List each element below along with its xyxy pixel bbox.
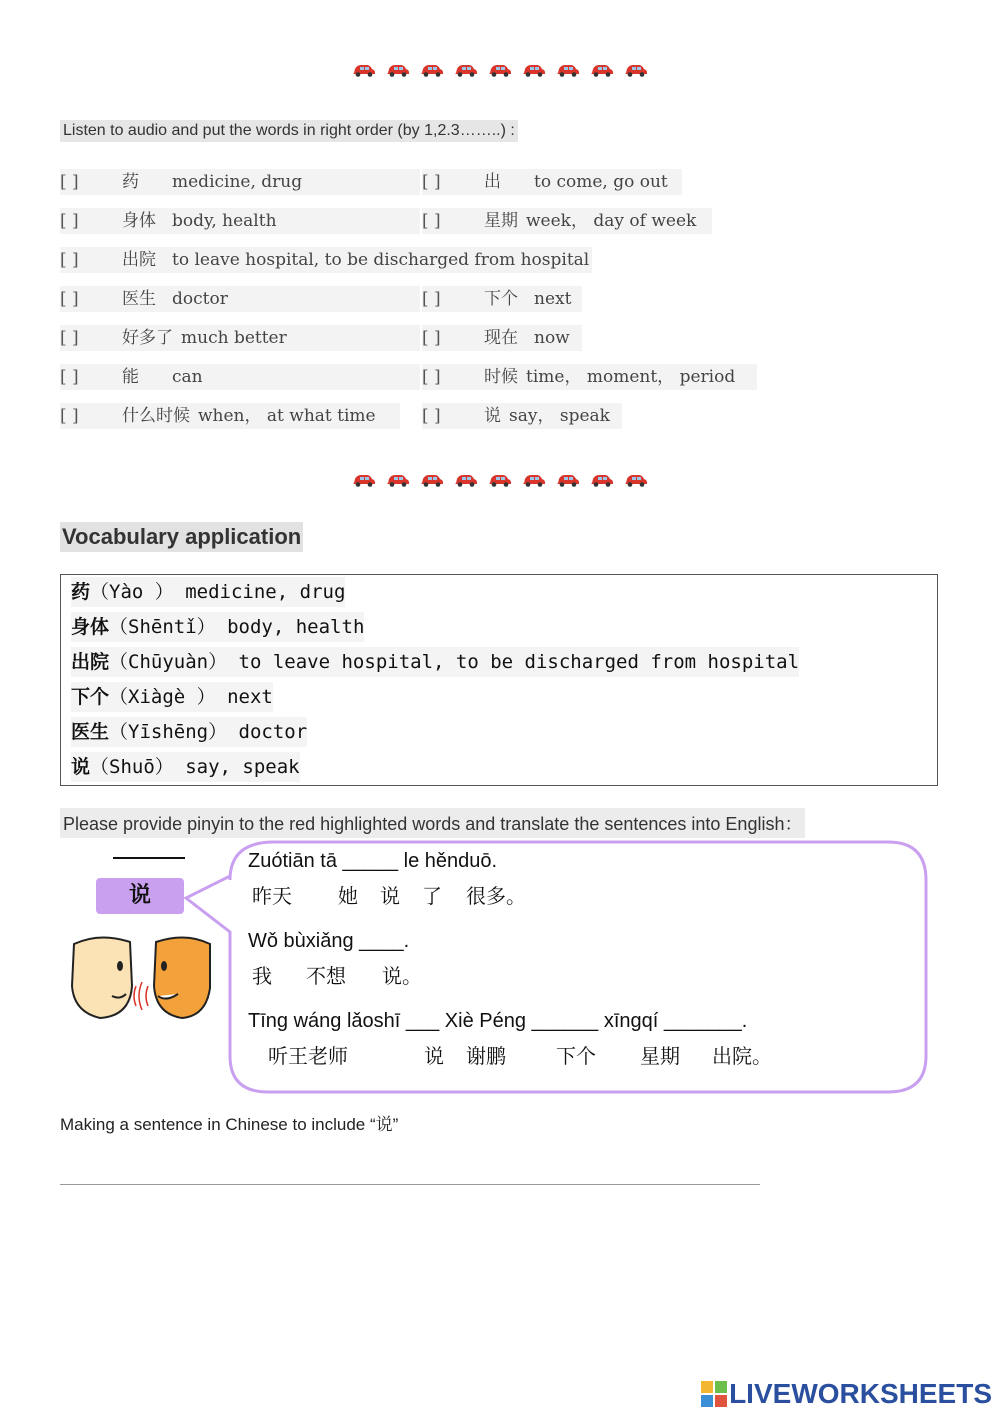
order-item-left-1[interactable]: [ ] 药 medicine, drug [60,169,420,195]
car-icon [590,472,614,488]
order-item-right-5[interactable]: [ ] 时候 time， moment， period [422,364,757,390]
sound-wave-icon [134,982,148,1010]
car-icon [590,62,614,78]
vocab-item: 下个（Xiàgè ） next [71,682,273,712]
car-icon [522,472,546,488]
car-icon [454,62,478,78]
vocab-item: 出院（Chūyuàn） to leave hospital, to be discharged from hospital [71,647,799,677]
sentence-2-pinyin[interactable]: Wǒ bùxiǎng ____. [248,930,410,952]
vocab-heading: Vocabulary application [60,522,303,552]
vocab-item: 药（Yào ） medicine, drug [71,577,345,607]
make-sentence-prompt: Making a sentence in Chinese to include “说” [60,1115,399,1134]
car-icon [420,472,444,488]
answer-line[interactable] [60,1184,760,1185]
pinyin-instruction: Please provide pinyin to the red highlighted words and translate the sentences into English： [60,808,805,838]
car-icon [352,62,376,78]
vocab-item: 身体（Shēntǐ） body, health [71,612,364,642]
car-icon [386,62,410,78]
car-icon [488,472,512,488]
car-icon [420,62,444,78]
car-icon [522,62,546,78]
order-item-right-2[interactable]: [ ] 星期 week， day of week [422,208,712,234]
car-icon [556,472,580,488]
vocab-item: 医生（Yīshēng） doctor [71,717,307,747]
word-tag: 说 [96,878,184,914]
sentence-3-hanzi: 听王老师 说 谢鹏 下个 星期 出院。 [268,1044,772,1068]
car-icon [386,472,410,488]
order-item-left-3[interactable]: [ ] 出院 to leave hospital, to be discharged from hospital [60,247,592,273]
car-decoration-middle [0,472,1000,488]
order-item-left-4[interactable]: [ ] 医生 doctor [60,286,420,312]
car-icon [352,472,376,488]
order-item-right-1[interactable]: [ ] 出 to come, go out [422,169,682,195]
brand-text: LIVEWORKSHEETS [729,1378,992,1409]
face-right-icon [154,937,210,1018]
liveworksheets-logo-icon [701,1381,727,1407]
car-icon [488,62,512,78]
order-item-left-7[interactable]: [ ] 什么时候 when， at what time [60,403,400,429]
face-left-icon [72,937,132,1018]
order-instruction: Listen to audio and put the words in right order (by 1,2.3……..) : [60,120,518,142]
car-icon [556,62,580,78]
sentence-1-hanzi: 昨天 她 说 了 很多。 [252,884,526,908]
car-icon [624,472,648,488]
sentence-1-pinyin[interactable]: Zuótiān tā _____ le hěnduō. [248,850,498,872]
sentence-2-hanzi: 我 不想 说。 [252,964,422,988]
order-item-right-6[interactable]: [ ] 说 say， speak [422,403,622,429]
order-item-left-6[interactable]: [ ] 能 can [60,364,420,390]
order-item-right-3[interactable]: [ ] 下个 next [422,286,582,312]
vocab-item: 说（Shuō） say, speak [71,752,300,782]
order-item-left-5[interactable]: [ ] 好多了 much better [60,325,420,351]
car-icon [624,62,648,78]
car-decoration-top [0,62,1000,78]
sentence-3-pinyin[interactable]: Tīng wáng lǎoshī ___ Xiè Péng ______ xīngqí _______. [248,1010,748,1032]
liveworksheets-logo [701,1378,992,1410]
vocab-box [60,574,938,786]
order-item-right-4[interactable]: [ ] 现在 now [422,325,582,351]
order-item-left-2[interactable]: [ ] 身体 body, health [60,208,420,234]
car-icon [454,472,478,488]
